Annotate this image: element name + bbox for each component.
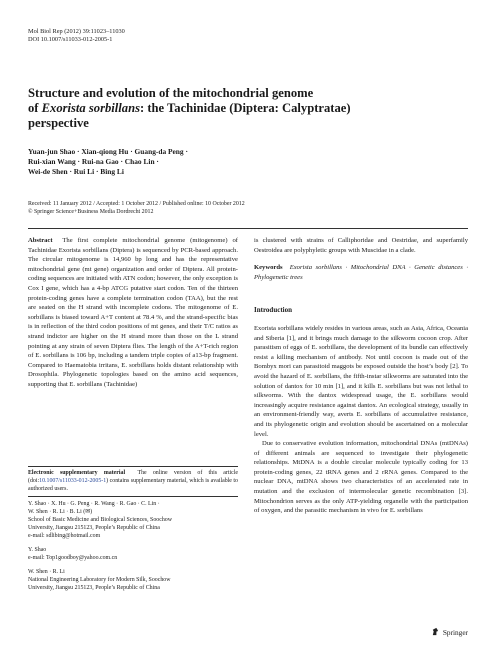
affiliation-names: W. Shen · R. Li · B. Li (✉): [28, 509, 93, 515]
affiliation-line: National Engineering Laboratory for Modern Silk, Soochow: [28, 577, 171, 583]
author-line-2: Rui-xian Wang · Rui-na Gao · Chao Lin ·: [28, 157, 159, 166]
affiliation-block: [28, 500, 238, 540]
author-list: [28, 147, 328, 177]
supplementary-label: Electronic supplementary material: [28, 470, 126, 476]
affiliation-line: School of Basic Medicine and Biological Sciences, Soochow: [28, 517, 172, 523]
supplementary-doi-link[interactable]: 10.1007/s11033-012-2005-1: [39, 478, 107, 484]
affiliation-email[interactable]: e-mail: Top1goodboy@yahoo.com.cn: [28, 555, 118, 561]
supplementary-text-pre: The online version of this article (doi:: [28, 470, 238, 484]
affiliation-email[interactable]: e-mail: sdlibing@hotmail.com: [28, 533, 101, 539]
journal-citation: Mol Biol Rep (2012) 39:11023–11030: [28, 28, 125, 35]
publisher-name: Springer: [442, 628, 468, 637]
title-prefix: of: [28, 101, 42, 115]
journal-header: [28, 28, 125, 44]
publication-dates: [28, 200, 468, 216]
copyright-line: © Springer Science+Business Media Dordrecht 2012: [28, 209, 154, 215]
divider: [28, 228, 468, 229]
affiliation-names: W. Shen · R. Li: [28, 569, 65, 575]
abstract-text: The first complete mitochondrial genome (mitogenome) of Tachinidae Exorista sorbillans (Diptera) is sequenced by PCR-based approach. The circular mitogenome is 14,960 bp long and has the representative mitochondrial gene (mt gene) organization and order of Diptera. All protein-coding sequences are initiated with ATN codon; however, the only exception is Cox I gene, which has a 4-bp ATCG putative start codon. Ten of the thirteen protein-coding genes have a complete termination codon (TAA), but the rest are seated on the H strand with incomplete codons. The mitogenome of E. sorbillans is biased toward A+T content at 78.4 %, and the strand-specific bias is in reflection of the third codon positions of mt genes, and their T/C ratios as strand indictor are higher on the H strand more than those on the L strand pointing at any strain of seven Diptera flies. The length of the A+T-rich region of E. sorbillans is 106 bp, including a tandem triple copies of a13-bp fragment. Compared to Haematobia irritans, E. sorbillans holds distant relationship with Drosophila. Phylogenetic topologies based on the amino acid sequences, supporting that E. sorbillans (Tachinidae): [28, 237, 238, 388]
title-line-3: perspective: [28, 116, 89, 130]
springer-horse-icon: [431, 627, 440, 638]
keywords-label: Keywords: [254, 264, 283, 272]
affiliation-block: [28, 568, 238, 592]
abstract-block: [28, 236, 238, 390]
title-species: Exorista sorbillans: [41, 101, 140, 115]
title-line-1: Structure and evolution of the mitochondrial genome: [28, 86, 314, 100]
introduction-paragraph-2: Due to conservative evolution information, mitochondrial DNAs (mtDNAs) of different animals are sequenced to investigate their phylogenetic relationships. MtDNA is a double circular molecule typically coding for 13 protein-coding genes, 22 tRNA genes and 2 rRNA genes. Compared to the nuclear DNA, mtDNA shows two characteristics of an accelerated rate in mutation and the exclusion of intermolecular genetic recombination [3]. Mitochondrion serves as the only ATP-yielding organelle with the participation of oxygen, and the parasitic mechanism in vivo for E. sorbillans: [254, 440, 468, 515]
abstract-paragraph: [28, 236, 238, 390]
divider: [28, 466, 238, 467]
divider: [28, 496, 238, 497]
article-title: [28, 86, 468, 131]
affiliation-block: [28, 546, 238, 562]
keywords-text: Exorista sorbillans · Mitochondrial DNA · Genetic distances · Phylogenetic trees: [254, 264, 468, 281]
abstract-continued: is clustered with strains of Calliphoridae and Oestridae, and superfamily Oestroidea are polyphyletic groups with Muscidae in a clade.: [254, 237, 468, 254]
affiliation-line: University, Jiangsu 215123, People’s Republic of China: [28, 585, 160, 591]
abstract-label: Abstract: [28, 237, 53, 244]
supplementary-note: [28, 469, 238, 493]
publisher-logo: [431, 627, 468, 638]
affiliation-names: Y. Shao: [28, 547, 47, 553]
introduction-heading: Introduction: [254, 306, 292, 315]
introduction-paragraph-1: Exorista sorbillans widely resides in various areas, such as Asia, Africa, Oceania and Siberia [1], and it brings much damage to the silkworm cocoon crop. After parasitism of eggs of E. sorbillans, the development of its bundle can effectively resist a killing mechanism of antibody. Not until cocoon is made out of the Bombyx mori can parasitoid maggots be exposed outside the host’s body [2]. To avoid the hazard of E. sorbillans, the fifth-instar silkworms are saturated into the solution of dantox for 10 min [1], and it kills E. sorbillans but was not lethal to silkworms. With the dantox widespread usage, the E. sorbillans would increasingly acquire resistance against dantox. An ecological strategy, usually in an environment-friendly way, averts E. sorbillans of accumulative resistance, and its phylogenetic origin and evolution should be ascertained on a molecular level.: [254, 324, 468, 438]
affiliation-line: University, Jiangsu 215123, People’s Republic of China: [28, 525, 160, 531]
right-column: [254, 236, 468, 516]
doi-line: DOI 10.1007/s11033-012-2005-1: [28, 36, 113, 43]
supplementary-text-post: ) contains supplementary material, which is available to authorized users.: [28, 478, 238, 492]
title-suffix: : the Tachinidae (Diptera: Calyptratae): [139, 101, 351, 115]
affiliation-names: Y. Shao · X. Hu · G. Peng · R. Wang · R. Gao · C. Lin ·: [28, 501, 160, 507]
dates-line: Received: 11 January 2012 / Accepted: 1 October 2012 / Published online: 10 October 2012: [28, 201, 245, 207]
affiliations: [28, 500, 238, 592]
author-line-1: Yuan-jun Shao · Xian-qiong Hu · Guang-da Peng ·: [28, 147, 188, 156]
keywords: [254, 263, 468, 282]
title-line-2: [28, 101, 468, 116]
author-line-3: Wei-de Shen · Rui Li · Bing Li: [28, 167, 124, 176]
